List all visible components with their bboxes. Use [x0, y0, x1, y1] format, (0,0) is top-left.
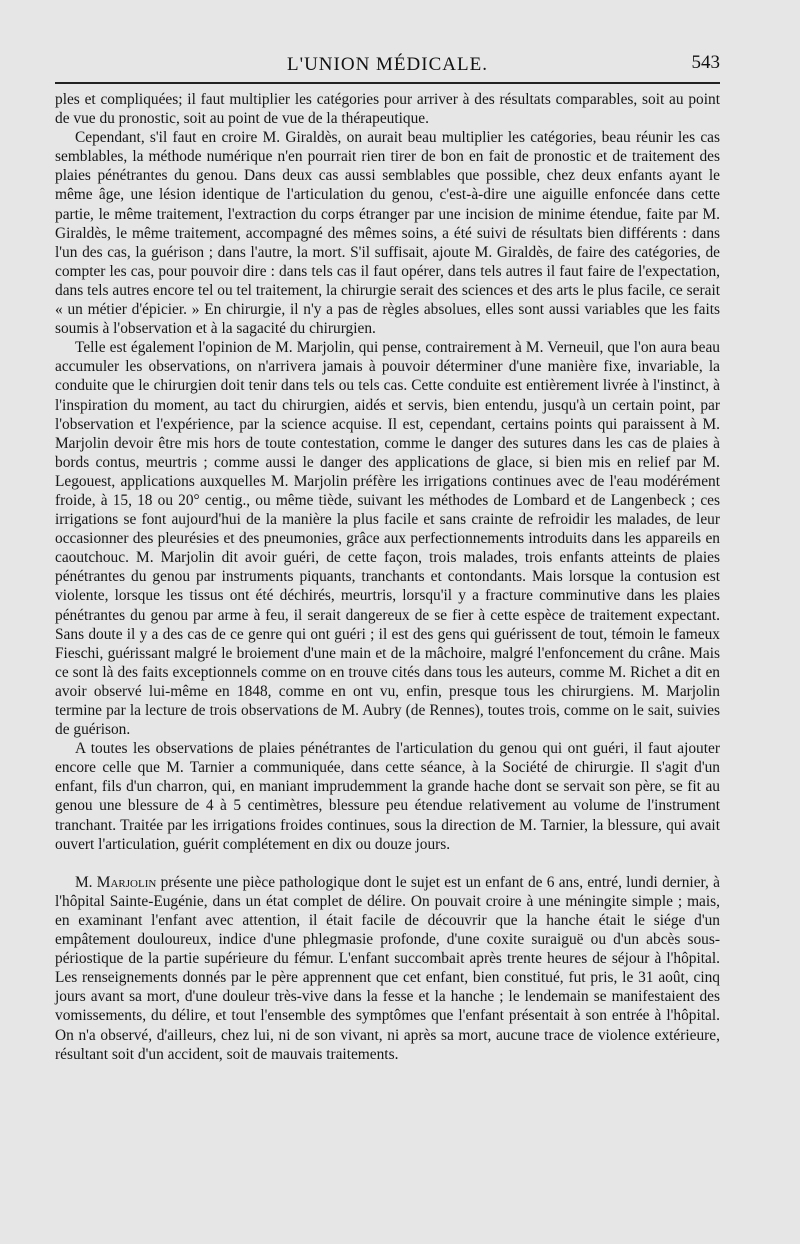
paragraph-tarnier: A toutes les observations de plaies pénétrantes de l'articulation du genou qui ont guéri, il faut ajouter encore celle que M. Tarnier a communiquée, dans cette séance, à la Société de chirurgie. Il s'agit d'un enfant, fils d'un charron, qui, en maniant imprudemment la grande hache dont se servait son père, se fit au genou une blessure de 4 à 5 centimètres, blessure peu étendue relativement au volume de l'instrument tranchant. Traitée par les irrigations froides continues, sous la direction de M. Tarnier, la blessure, qui avait ouvert l'articulation, guérit complétement en dix ou douze jours.: [55, 740, 720, 853]
header-rule: [55, 82, 720, 84]
page-number: 543: [691, 52, 720, 73]
paragraph-pathology-text: présente une pièce pathologique dont le sujet est un enfant de 6 ans, entré, lundi dernier, à l'hôpital Sainte-Eugénie, dans un état complet de délire. On pouvait croire à une méningite simple ; mais, en examinant l'enfant avec attention, il était facile de découvrir que la hanche était le siége d'un empâtement douloureux, indice d'une phlegmasie profonde, d'une coxite suraiguë ou d'un abcès sous-périostique de la partie supérieure du fémur. L'enfant succombait après trente heures de séjour à l'hôpital. Les renseignements donnés par le père apprennent que cet enfant, bien constitué, fut pris, le 31 août, cinq jours avant sa mort, d'une douleur très-vive dans la fesse et la hanche ; le lendemain se manifestaient des vomissements, du délire, et tout l'ensemble des symptômes que l'enfant présentait à son entrée à l'hôpital. On n'a observé, d'ailleurs, chez lui, ni de son vivant, ni après sa mort, aucune trace de violence extérieure, résultant soit d'un accident, soit de mauvais traitements.: [55, 873, 720, 1063]
paragraph-marjolin-opinion: Telle est également l'opinion de M. Marjolin, qui pense, contrairement à M. Verneuil, que l'on aura beau accumuler les observations, on n'arrivera jamais à pouvoir déterminer d'une manière fixe, invariable, la conduite que le chirurgien doit tenir dans tels ou tels cas. Cette conduite est entièrement livrée à l'instinct, à l'inspiration du moment, au tact du chirurgien, aidés et servis, bien entendu, jusqu'à un certain point, par l'observation et l'expérience, par la science acquise. Il est, cependant, certains points qui paraissent à M. Marjolin devoir être mis hors de toute contestation, comme le danger des sutures dans les cas de plaies à bords contus, meurtris ; comme aussi le danger des applications de glace, si bien mis en relief par M. Legouest, applications auxquelles M. Marjolin préfère les irrigations continues avec de l'eau modérément froide, à 15, 18 ou 20° centig., ou même tiède, suivant les méthodes de Lombard et de Langenbeck ; ces irrigations se font aujourd'hui de la manière la plus facile et sans crainte de refroidir les malades, de leur occasionner des pleurésies et des pneumonies, grâce aux perfectionnements introduits dans les appareils en caoutchouc. M. Marjolin dit avoir guéri, de cette façon, trois malades, trois enfants atteints de plaies pénétrantes du genou par instruments piquants, tranchants et contondants. Mais lorsque la contusion est violente, lorsque les tissus ont été déchirés, meurtris, lorsqu'il y a fracture comminutive dans les plaies pénétrantes du genou par arme à feu, il serait dangereux de se fier à cette espèce de traitement expectant. Sans doute il y a des cas de ce genre qui ont guéri ; il est des gens qui guérissent de tout, témoin le fameux Fieschi, guérissant malgré le broiement d'une main et de la mâchoire, malgré l'enfoncement du crâne. Mais ce sont là des faits exceptionnels comme on en trouve cités dans tous les auteurs, comme M. Richet a dit en avoir observé lui-même en 1848, comme en ont vu, enfin, presque tous les chirurgiens. M. Marjolin termine par la lecture de trois observations de M. Aubry (de Rennes), toutes trois, comme on le sait, suivies de guérison.: [55, 339, 720, 739]
paragraph-pathology-case: [55, 873, 720, 1064]
page-header: [55, 48, 720, 82]
paragraph-giraldes: Cependant, s'il faut en croire M. Giraldès, on aurait beau multiplier les catégories, beau réunir les cas semblables, la méthode numérique n'en pourrait rien tirer de bon en fait de pronostic et de traitement des plaies pénétrantes du genou. Dans deux cas aussi semblables que possible, chez deux enfants ayant le même âge, une lésion identique de l'articulation du genou, c'est-à-dire une aiguille enfoncée dans cette partie, le même traitement, l'extraction du corps étranger par une incision de minime étendue, faite par M. Giraldès, le même traitement, accompagné des mêmes soins, a été suivi de résultats bien différents : dans l'un des cas, la guérison ; dans l'autre, la mort. S'il suffisait, ajoute M. Giraldès, de faire des catégories, de compter les cas, pour pouvoir dire : dans tels cas il faut opérer, dans tels autres il faut faire de l'expectation, dans tels autres encore tel ou tel traitement, la chirurgie serait des sciences et des arts le plus facile, ce serait « un métier d'épicier. » En chirurgie, il n'y a pas de règles absolues, elles sont aussi variables que les faits soumis à l'observation et à la sagacité du chirurgien.: [55, 129, 720, 338]
paragraph-continuation: ples et compliquées; il faut multiplier les catégories pour arriver à des résultats comparables, soit au point de vue du pronostic, soit au point de vue de la thérapeutique.: [55, 91, 720, 128]
journal-title: L'UNION MÉDICALE.: [287, 54, 488, 75]
article-body: [55, 90, 720, 1064]
speaker-name: M. Marjolin: [75, 873, 157, 891]
